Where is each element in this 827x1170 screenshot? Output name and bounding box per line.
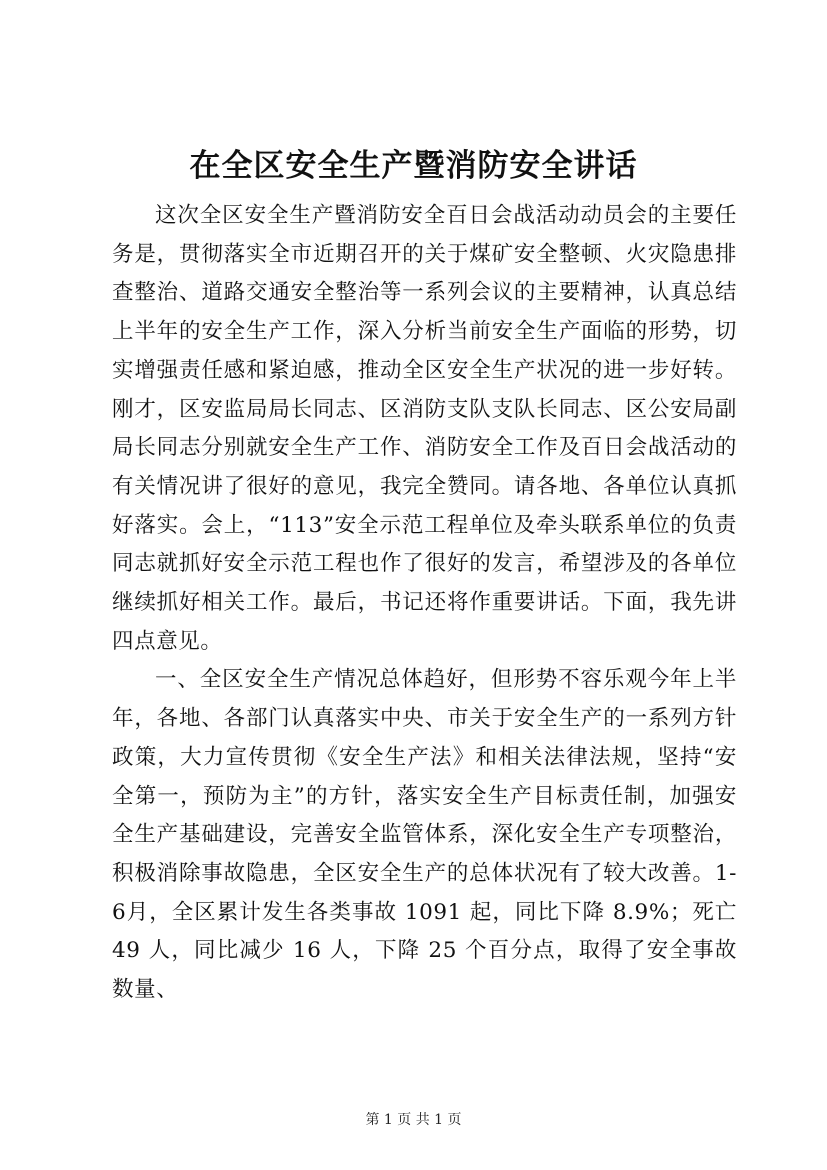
paragraph-intro: 这次全区安全生产暨消防安全百日会战活动动员会的主要任务是，贯彻落实全市近期召开的关于煤矿安全整顿、火灾隐患排查整治、道路交通安全整治等一系列会议的主要精神，认真总结上半年的安全生产工作，深入分析当前安全生产面临的形势，切实增强责任感和紧迫感，推动全区安全生产状况的进一步好转。刚才，区安监局局长同志、区消防支队支队长同志、区公安局副局长同志分别就安全生产工作、消防安全工作及百日会战活动的有关情况讲了很好的意见，我完全赞同。请各地、各单位认真抓好落实。会上，“113”安全示范工程单位及牵头联系单位的负责同志就抓好安全示范工程也作了很好的发言，希望涉及的各单位继续抓好相关工作。最后，书记还将作重要讲话。下面，我先讲四点意见。 xyxy=(112,203,737,654)
document-body xyxy=(112,197,737,1010)
document-title: 在全区安全生产暨消防安全讲话 xyxy=(189,148,638,184)
page-footer: 第 1 页 共 1 页 xyxy=(365,1112,462,1128)
paragraph-section-one: 一、全区安全生产情况总体趋好，但形势不容乐观今年上半年，各地、各部门认真落实中央、市关于安全生产的一系列方针政策，大力宣传贯彻《安全生产法》和相关法律法规，坚持“安全第一，预防为主”的方针，落实安全生产目标责任制，加强安全生产基础建设，完善安全监管体系，深化安全生产专项整治，积极消除事故隐患，全区安全生产的总体状况有了较大改善。1-6月，全区累计发生各类事故 1091 起，同比下降 8.9%；死亡 49 人，同比减少 16 人，下降 25 个百分点，取得了安全事故数量、 xyxy=(112,667,737,1003)
